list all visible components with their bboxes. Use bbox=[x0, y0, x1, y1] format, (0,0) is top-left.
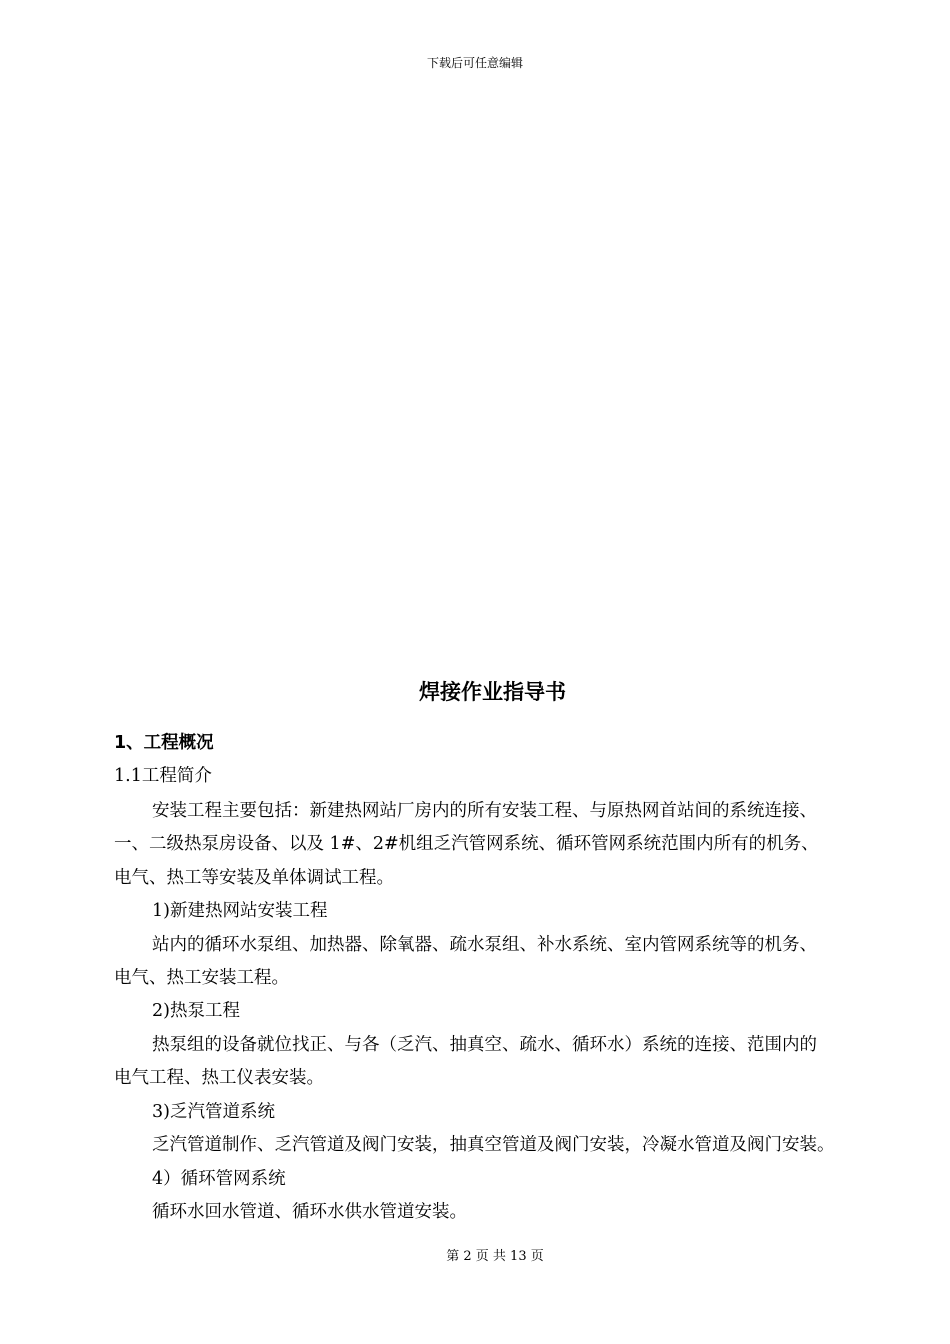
item-2-body-line-2: 电气工程、热工仪表安装。 bbox=[114, 1068, 324, 1088]
item-3-body: 乏汽管道制作、乏汽管道及阀门安装，抽真空管道及阀门安装，冷凝水管道及阀门安装。 bbox=[152, 1135, 835, 1155]
intro-line-3: 电气、热工等安装及单体调试工程。 bbox=[114, 868, 394, 888]
intro-line-1: 安装工程主要包括：新建热网站厂房内的所有安装工程、与原热网首站间的系统连接、 bbox=[152, 801, 817, 821]
document-title: 焊接作业指导书 bbox=[419, 680, 566, 704]
item-1-body-line-2: 电气、热工安装工程。 bbox=[114, 968, 289, 988]
item-2-title: 2)热泵工程 bbox=[152, 1001, 240, 1021]
section-1-heading: 1、工程概况 bbox=[114, 733, 214, 753]
item-4-body: 循环水回水管道、循环水供水管道安装。 bbox=[152, 1202, 467, 1222]
section-1-1-heading: 1.1工程简介 bbox=[114, 766, 212, 786]
item-1-body-line-1: 站内的循环水泵组、加热器、除氧器、疏水泵组、补水系统、室内管网系统等的机务、 bbox=[152, 935, 817, 955]
item-3-title: 3)乏汽管道系统 bbox=[152, 1102, 275, 1122]
item-1-title: 1)新建热网站安装工程 bbox=[152, 901, 328, 921]
footer-page-number: 第 2 页 共 13 页 bbox=[446, 1249, 544, 1264]
item-2-body-line-1: 热泵组的设备就位找正、与各（乏汽、抽真空、疏水、循环水）系统的连接、范围内的 bbox=[152, 1035, 817, 1055]
intro-line-2: 一、二级热泵房设备、以及 1#、2#机组乏汽管网系统、循环管网系统范围内所有的机务、 bbox=[114, 834, 819, 854]
header-note: 下载后可任意编辑 bbox=[426, 56, 523, 70]
item-4-title: 4）循环管网系统 bbox=[152, 1169, 286, 1189]
